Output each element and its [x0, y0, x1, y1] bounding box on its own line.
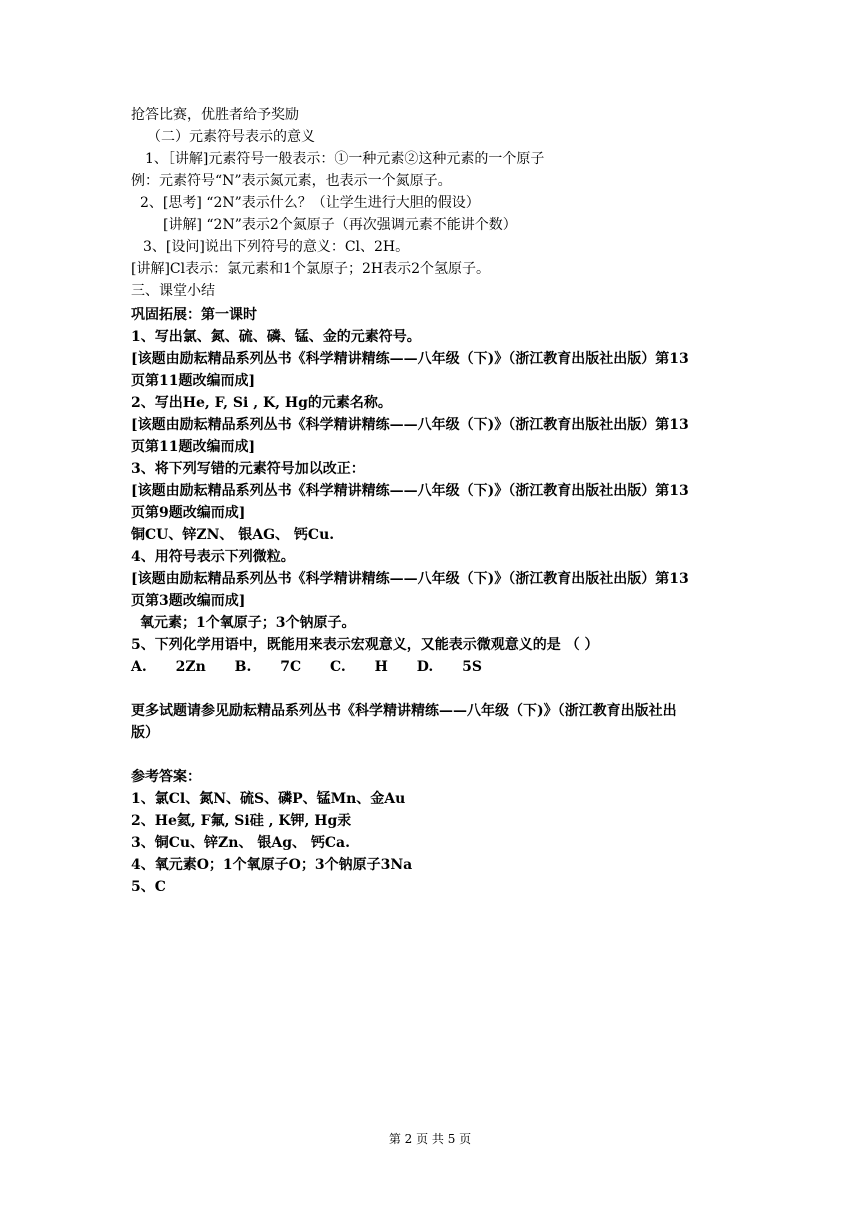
- text-line: [讲解] “2N”表示2个氮原子（再次强调元素不能讲个数）: [163, 217, 517, 233]
- text-line: [讲解]Cl表示：氯元素和1个氯原子；2H表示2个氢原子。: [131, 261, 491, 277]
- source-note: 页第11题改编而成]: [131, 373, 256, 389]
- question-1: 1、写出氯、氮、硫、磷、锰、金的元素符号。: [131, 329, 421, 345]
- answer-3: 3、铜Cu、锌Zn、 银Ag、 钙Ca.: [131, 835, 350, 851]
- exercise-heading: 巩固拓展：第一课时: [131, 307, 257, 323]
- answer-1: 1、氯Cl、氮N、硫S、磷P、锰Mn、金Au: [131, 791, 406, 807]
- source-note: [该题由励耘精品系列丛书《科学精讲精练——八年级（下)》（浙江教育出版社出版）第13: [131, 571, 689, 587]
- question-5-options: A. 2Zn B. 7C C. H D. 5S: [131, 659, 482, 675]
- more-questions-note: 更多试题请参见励耘精品系列丛书《科学精讲精练——八年级（下)》（浙江教育出版社出: [131, 703, 677, 719]
- question-2: 2、写出He, F, Si , K, Hg的元素名称。: [131, 395, 392, 411]
- question-4-items: 氧元素；1个氧原子；3个钠原子。: [140, 615, 356, 631]
- source-note: 页第11题改编而成]: [131, 439, 256, 455]
- section-heading: （二）元素符号表示的意义: [147, 129, 315, 145]
- source-note: [该题由励耘精品系列丛书《科学精讲精练——八年级（下)》（浙江教育出版社出版）第13: [131, 483, 689, 499]
- answer-5: 5、C: [131, 879, 166, 895]
- answer-4: 4、氧元素O；1个氧原子O；3个钠原子3Na: [131, 857, 413, 873]
- text-line: 抢答比赛，优胜者给予奖励: [131, 107, 299, 123]
- question-3: 3、将下列写错的元素符号加以改正：: [131, 461, 365, 477]
- source-note: 页第3题改编而成]: [131, 593, 246, 609]
- section-heading: 三、课堂小结: [131, 283, 215, 299]
- page-footer: 第 2 页 共 5 页: [388, 1132, 472, 1146]
- question-3-items: 铜CU、锌ZN、 银AG、 钙Cu.: [131, 527, 335, 543]
- source-note: 页第9题改编而成]: [131, 505, 246, 521]
- source-note: [该题由励耘精品系列丛书《科学精讲精练——八年级（下)》（浙江教育出版社出版）第13: [131, 417, 689, 433]
- text-line: 1、［讲解]元素符号一般表示：①一种元素②这种元素的一个原子: [145, 151, 545, 167]
- question-4: 4、用符号表示下列微粒。: [131, 549, 295, 565]
- text-line: 3、[设问]说出下列符号的意义：Cl、2H。: [143, 239, 410, 255]
- text-line: 2、[思考] “2N”表示什么？（让学生进行大胆的假设）: [140, 195, 480, 211]
- more-questions-note: 版）: [131, 725, 159, 741]
- question-5: 5、下列化学用语中，既能用来表示宏观意义，又能表示微观意义的是 （ ）: [131, 637, 599, 653]
- text-line: 例：元素符号“N”表示氮元素，也表示一个氮原子。: [131, 173, 452, 189]
- answers-heading: 参考答案：: [131, 769, 201, 785]
- source-note: [该题由励耘精品系列丛书《科学精讲精练——八年级（下)》（浙江教育出版社出版）第13: [131, 351, 689, 367]
- answer-2: 2、He氦, F氟, Si硅 , K钾, Hg汞: [131, 813, 352, 829]
